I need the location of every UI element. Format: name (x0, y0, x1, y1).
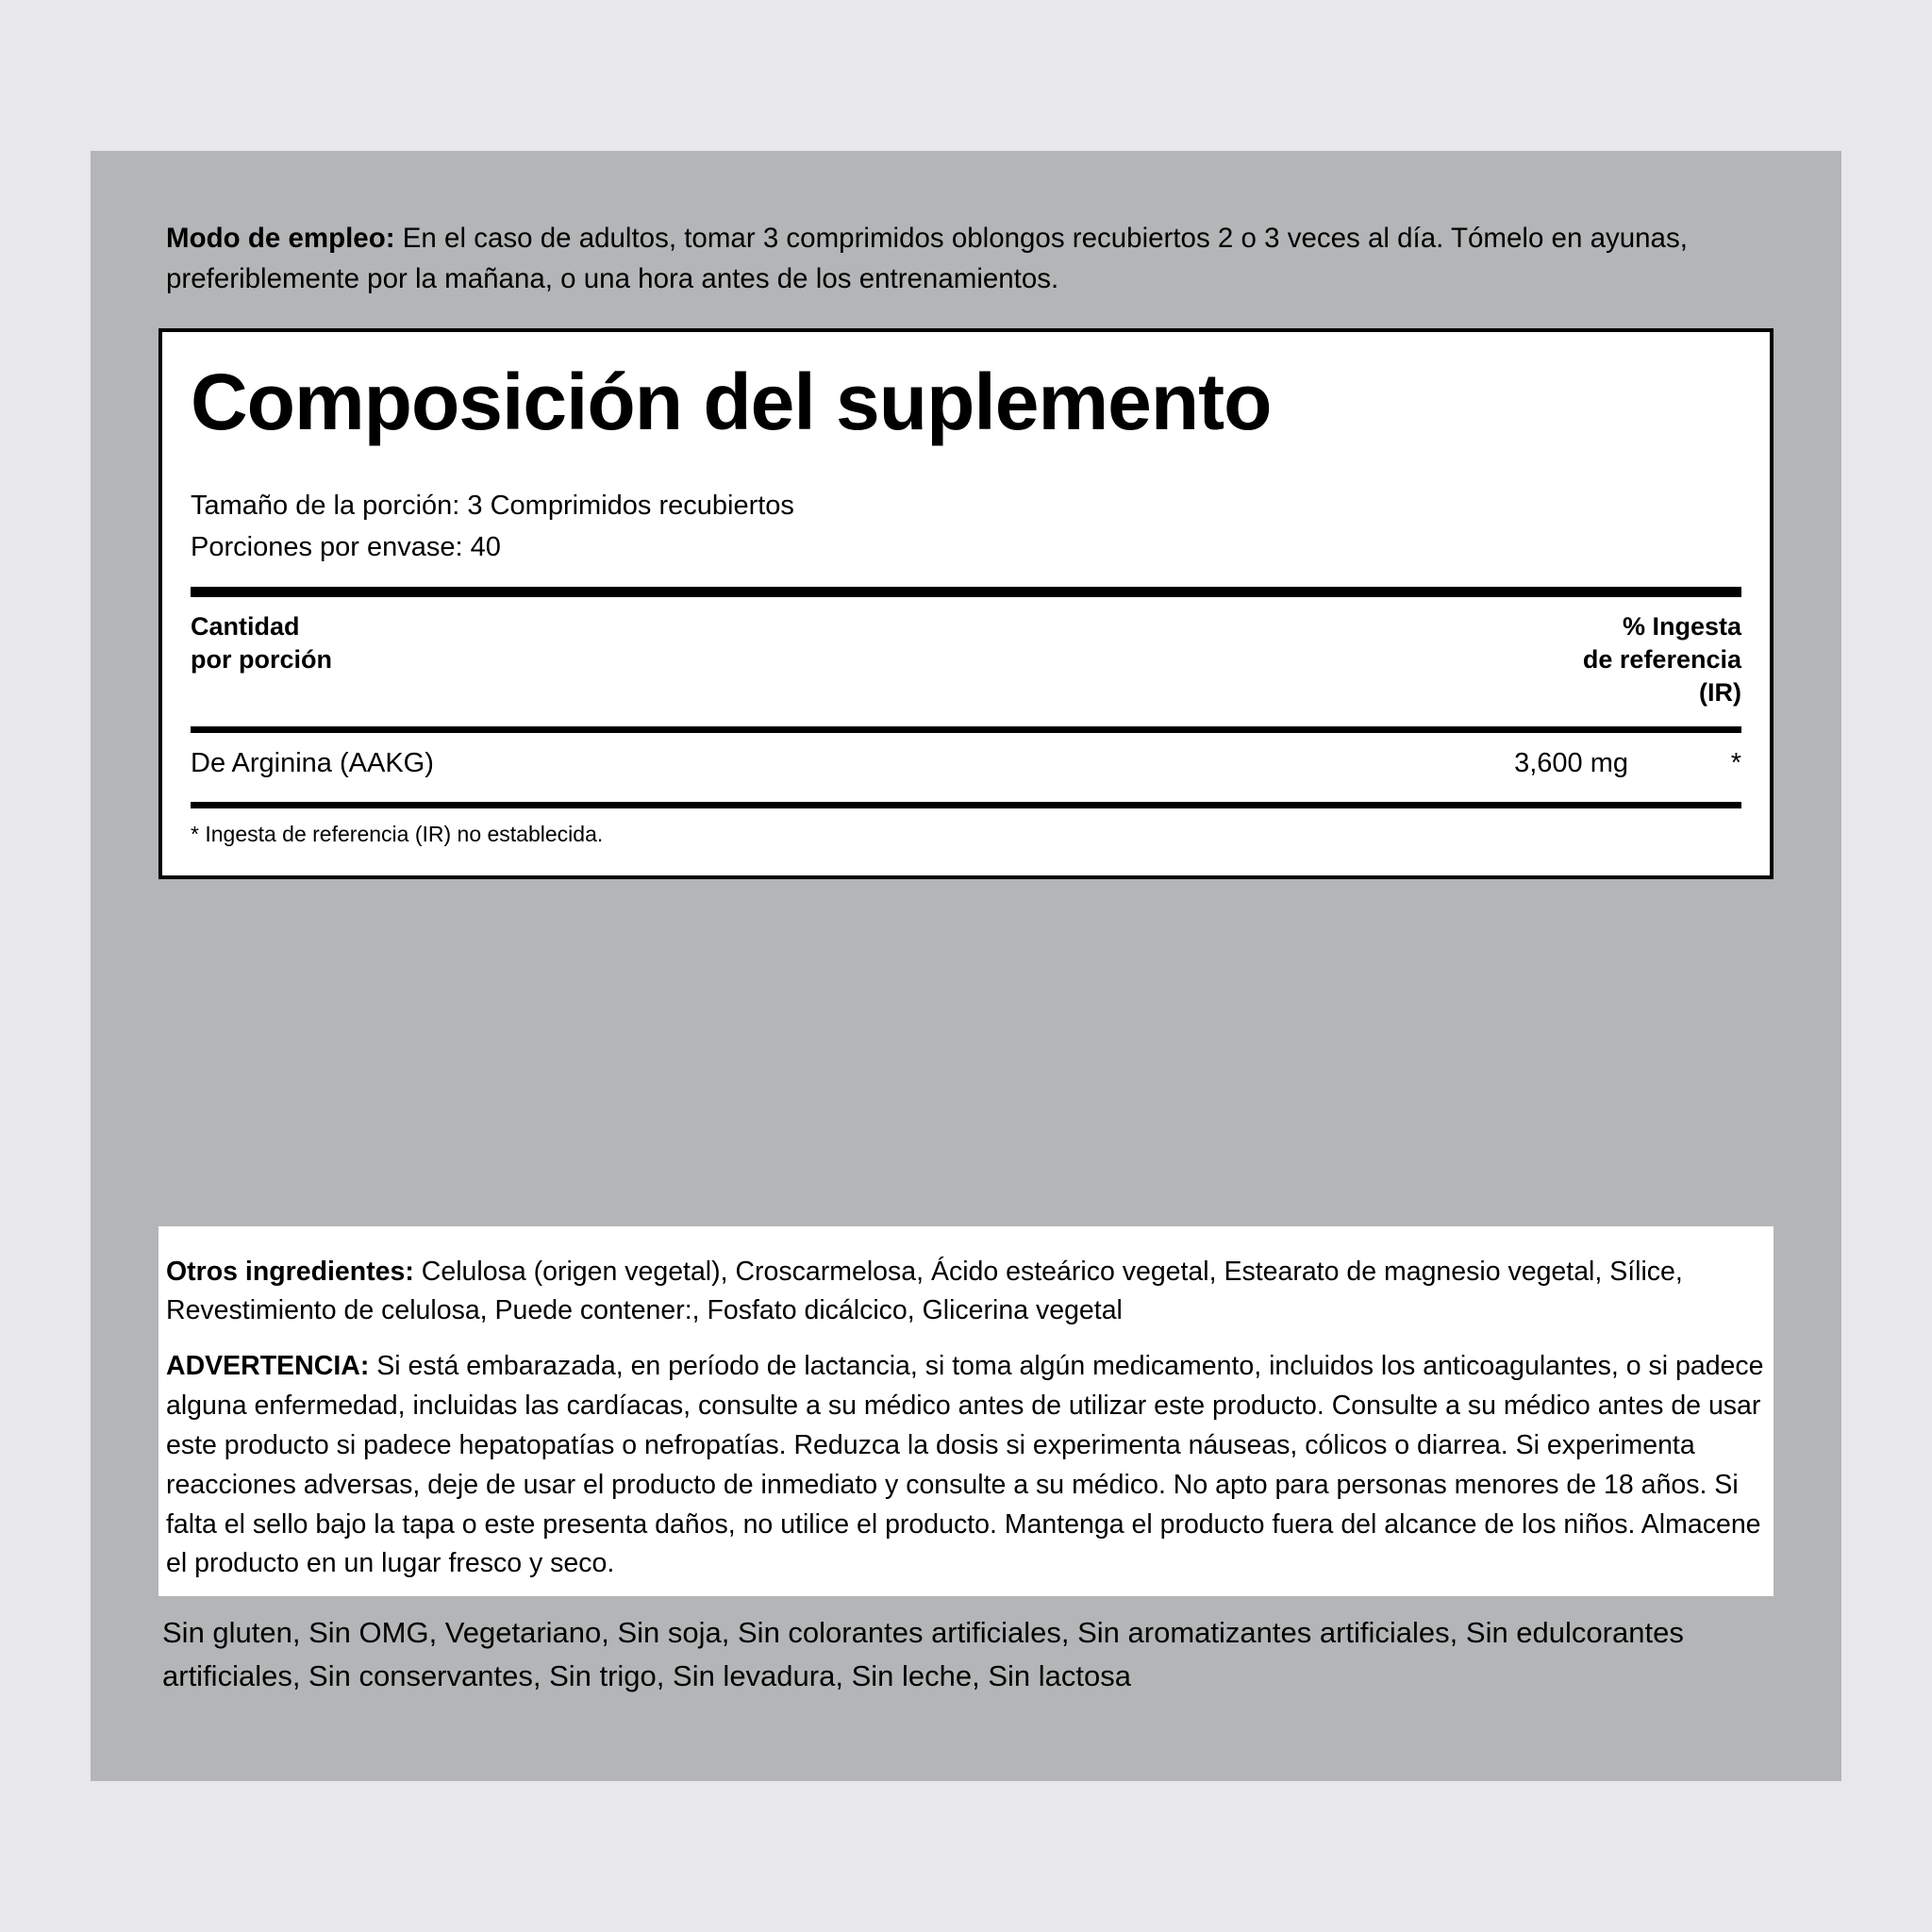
amount-header-left-line1: Cantidad (191, 611, 300, 641)
rule-below-amount-header (191, 726, 1741, 733)
other-ingredients-label: Otros ingredientes: (166, 1257, 414, 1287)
product-claims: Sin gluten, Sin OMG, Vegetariano, Sin soja, Sin colorantes artificiales, Sin aromatizantes artificiales, Sin edulcorantes artificiales, Sin conservantes, Sin trigo, Sin levadura, Sin leche, Sin lactosa (162, 1616, 1684, 1692)
amount-header-left (191, 610, 332, 676)
amount-header-right-line3: (IR) (1699, 678, 1741, 708)
supplement-label-panel (91, 151, 1841, 1781)
serving-info (191, 485, 1741, 568)
amount-header-right-line1: % Ingesta (1622, 611, 1741, 641)
other-ingredients-text: Celulosa (origen vegetal), Croscarmelosa, Ácido esteárico vegetal, Estearato de magnesio vegetal, Sílice, Revestimiento de celulosa, Puede contener:, Fosfato dicálcico, Glicerina vegetal (166, 1257, 1683, 1326)
nutrient-amount: 3,600 mg (1514, 748, 1628, 779)
serving-size: Tamaño de la porción: 3 Comprimidos recubiertos (191, 490, 794, 521)
rule-above-amount-header (191, 587, 1741, 597)
daily-value-footnote: * Ingesta de referencia (IR) no establecida. (191, 822, 604, 847)
warning-text: Si está embarazada, en período de lactancia, si toma algún medicamento, incluidos los anticoagulantes, o si padece alguna enfermedad, incluidas las cardíacas, consulte a su médico antes de utilizar este producto. Consulte a su médico antes de usar este producto si padece hepatopatías o nefropatías. Reduzca la dosis si experimenta náuseas, cólicos o diarrea. Si experimenta reacciones adversas, deje de usar el producto de inmediato y consulte a su médico. No apto para personas menores de 18 años. Si falta el sello bajo la tapa o este presenta daños, no utilice el producto. Mantenga el producto fuera del alcance de los niños. Almacene el producto en un lugar fresco y seco. (166, 1351, 1764, 1579)
amount-header-left-line2: por porción (191, 644, 332, 674)
table-row (191, 733, 1741, 792)
amount-header-right-line2: de referencia (1582, 644, 1741, 674)
warning-label: ADVERTENCIA: (166, 1351, 370, 1381)
amount-header-right (1583, 610, 1741, 709)
nutrient-name: De Arginina (AAKG) (191, 748, 434, 779)
other-ingredients-block (166, 1253, 1770, 1331)
supplement-facts-title: Composición del suplemento (191, 358, 1272, 446)
servings-per-container: Porciones por envase: 40 (191, 531, 501, 562)
rule-below-nutrient-row (191, 802, 1741, 808)
directions-text: En el caso de adultos, tomar 3 comprimidos oblongos recubiertos 2 o 3 veces al día. Tómelo en ayunas, preferiblemente por la mañana, o una hora antes de los entrenamientos. (166, 223, 1688, 294)
supplement-facts-box (158, 328, 1774, 879)
warning-block (166, 1347, 1770, 1584)
amount-header-row (191, 597, 1741, 717)
directions-label: Modo de empleo: (166, 223, 395, 254)
directions-block (166, 219, 1770, 300)
nutrient-daily-value: * (1730, 748, 1741, 779)
